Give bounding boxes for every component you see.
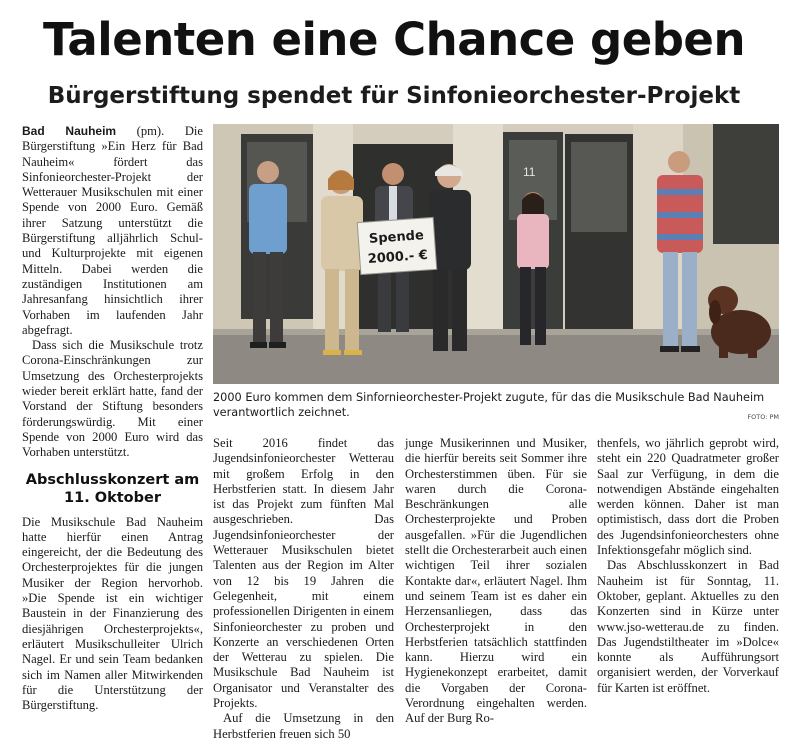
dateline: Bad Nauheim [22,124,117,138]
paragraph: thenfels, wo jährlich geprobt wird, steht ein 220 Quadratmeter großer Saal zur Verfügung, in dem die notwendigen Abstände eingehalten werden können. Daher ist man optimistisch, dass dort die Proben des Jugendsinfonieorchesters ohne Infektionsgefahr möglich sind. [597,436,779,558]
lead-paragraph [22,124,203,338]
paragraph: Dass sich die Musikschule trotz Corona-Einschränkungen zur Umsetzung des Orchesterprojekts wieder bereit erklärt hatte, fand der Vorstand der Stiftung besonders förderungswürdig. Mit einer Spende von 2000 Euro wird das Vorhaben unterstützt. [22,338,203,460]
donation-sign [357,217,436,274]
text-column-2 [213,436,394,742]
sign-text-line1: Spende [368,228,425,247]
door-number: 11 [523,165,536,179]
article-photo [213,124,779,384]
text-column-4 [597,436,779,696]
section-subheading: Abschlusskonzert am 11. Oktober [25,471,200,506]
paragraph: Seit 2016 findet das Jugendsinfonieorchester Wetterau mit großem Erfolg in den Herbstferien statt. In diesem Jahr ist das Projekt zum fünften Mal ausgeschrieben. Das Jugendsinfonieorchester der Wetterauer Musikschulen bietet Talenten aus der Region im Alter von 12 bis 19 Jahren die Gelegenheit, mit einem professionellen Dirigenten in einem Sinfonieorchester zu proben und Konzerte an verschiedenen Orten der Wetterau zu spielen. Die Musikschule Bad Nauheim ist Organisator und Veranstalter des Projekts. [213,436,394,711]
subheadline: Bürgerstiftung spendet für Sinfonieorchester-Projekt [47,83,741,109]
photo-caption: 2000 Euro kommen dem Sinfornieorchester-Projekt zugute, für das die Musikschule Bad Nauheim verantwortlich zeichnet. [213,391,765,419]
text-column-1 [22,124,203,713]
photo-credit: FOTO: PM [747,413,779,421]
paragraph: junge Musikerinnen und Musiker, die hierfür bereits seit Sommer ihre Orchesterstimmen üben. Für sie waren durch die Corona-Beschränkungen alle Orchesterprojekte und Proben ausgefallen. »Für die Jugendlichen stellt die Orchesterarbeit auch einen wichtigen Teil ihrer sozialen Kontakte dar«, erläutert Nagel. Ihm und seinem Team ist es daher ein Herzensanliegen, dass das Orchesterprojekt in den Herbstferien tatsächlich stattfinden kann. Hierzu wird ein Hygienekonzept erarbeitet, damit die Vorgaben der Corona-Verordnung eingehalten werden. Auf der Burg Ro- [405,436,587,726]
text-column-3 [405,436,587,727]
lead-text: (pm). Die Bürgerstiftung »Ein Herz für Bad Nauheim« fördert das Sinfonieorchester-Projekt der Wetterauer Musikschulen mit einer Spende von 2000 Euro. Gemäß ihrer Satzung unterstützt die Bürgerstiftung alljährlich Schul- und Kulturprojekte mit eigenen Mitteln. Dabei werden die zuständigen Institutionen am Jahresanfang hinsichtlich ihrer Vorhaben im laufenden Jahr abgefragt. [22,124,204,337]
paragraph: Das Abschlusskonzert in Bad Nauheim ist für Sonntag, 11. Oktober, geplant. Aktuelles zu den Konzerten sind in Kürze unter www.jso-wetterau.de zu finden. Das Jugendstiltheater im »Dolce« konnte als Aufführungsort organisiert werden, der Vorverkauf für Karten ist eröffnet. [597,558,779,695]
paragraph: Die Musikschule Bad Nauheim hatte hierfür einen Antrag eingereicht, der die Bedeutung des Orchesterprojektes für die jungen Musiker der Region hervorhob. »Die Spende ist ein wichtiger Baustein in der Finanzierung des diesjährigen Orchesterprojekts«, erläutert Musikschulleiter Ulrich Nagel. Er und sein Team bedanken sich im Namen aller Mitwirkenden für die Unterstützung der Bürgerstiftung. [22,514,203,713]
paragraph: Auf die Umsetzung in den Herbstferien freuen sich 50 [213,711,394,741]
headline: Talenten eine Chance geben [43,13,745,66]
sign-text-line2: 2000.- € [367,247,429,268]
